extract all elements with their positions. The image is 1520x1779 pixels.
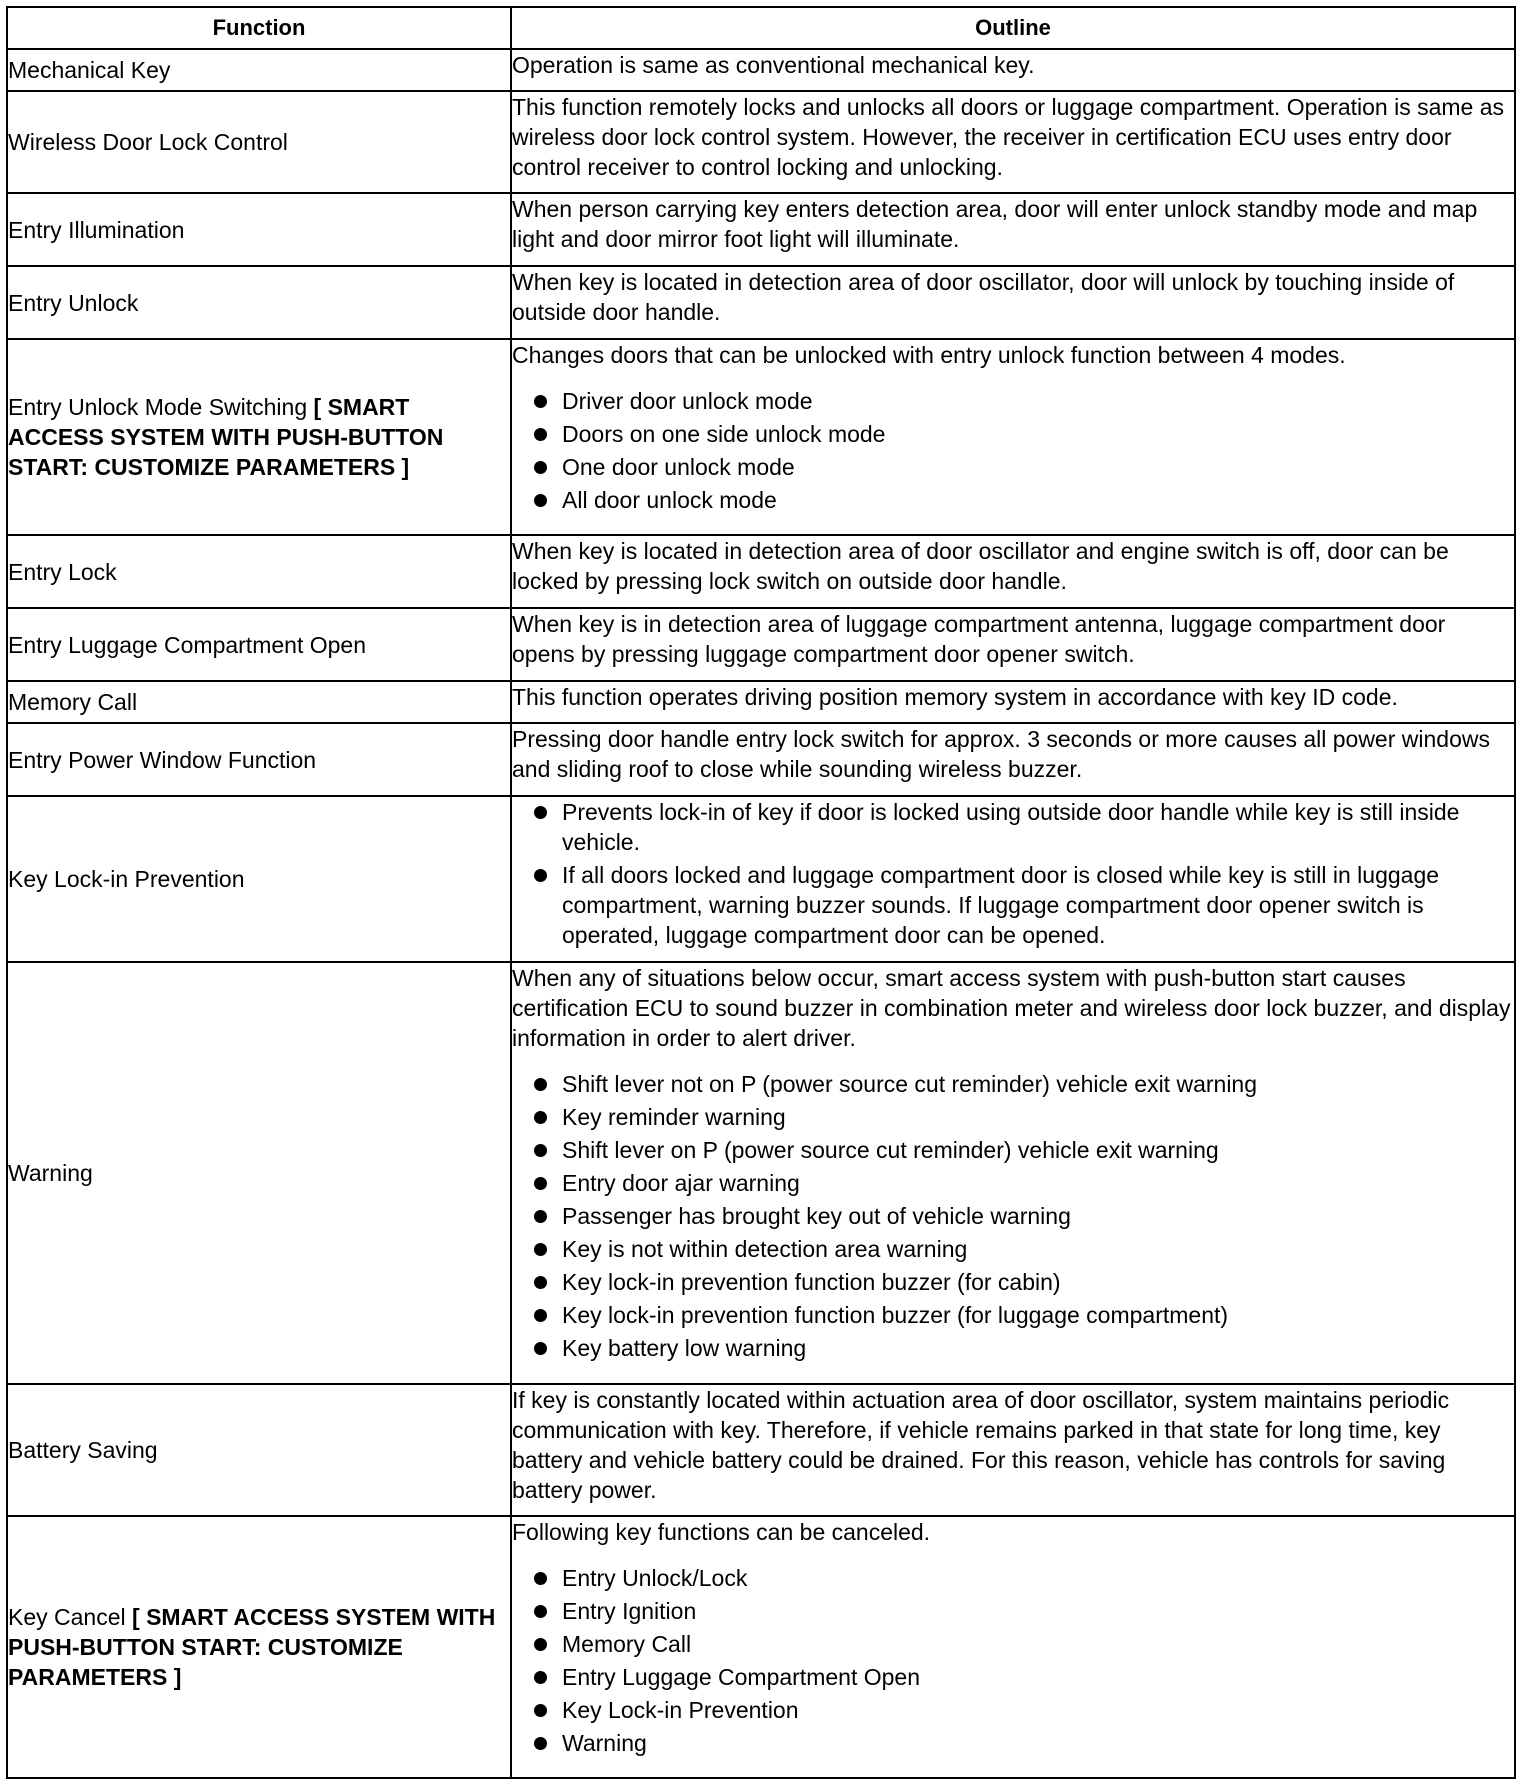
outline-text: Changes doors that can be unlocked with entry unlock function between 4 modes. bbox=[512, 342, 1346, 368]
bullet-icon bbox=[534, 1605, 547, 1618]
list-item-text: Key reminder warning bbox=[562, 1104, 786, 1130]
outline-text: This function operates driving position memory system in accordance with key ID code. bbox=[512, 684, 1398, 710]
function-label: Entry Power Window Function bbox=[8, 746, 317, 773]
function-label: Entry Luggage Compartment Open bbox=[8, 631, 366, 658]
table-row bbox=[7, 49, 1515, 91]
function-cell bbox=[7, 266, 511, 339]
list-item-text: Entry Ignition bbox=[562, 1598, 697, 1624]
bullet-icon bbox=[534, 461, 547, 474]
outline-cell bbox=[511, 49, 1515, 91]
outline-text: Following key functions can be canceled. bbox=[512, 1519, 931, 1545]
outline-cell bbox=[511, 723, 1515, 796]
function-cell bbox=[7, 49, 511, 91]
table-row bbox=[7, 535, 1515, 608]
table-row bbox=[7, 962, 1515, 1384]
list-item bbox=[512, 485, 1514, 515]
table-row bbox=[7, 796, 1515, 962]
outline-text: If key is constantly located within actuation area of door oscillator, system maintains periodic communication with key. Therefore, if vehicle remains parked in that state for long time, key battery and vehicle battery could be drained. For this reason, vehicle has controls for saving battery power. bbox=[512, 1387, 1450, 1503]
bullet-icon bbox=[534, 1177, 547, 1190]
list-item-text: Key is not within detection area warning bbox=[562, 1236, 968, 1262]
customize-parameters-link[interactable]: [ SMART ACCESS SYSTEM WITH PUSH-BUTTON START: CUSTOMIZE PARAMETERS ] bbox=[8, 1604, 496, 1690]
header-row bbox=[7, 7, 1515, 49]
list-item bbox=[512, 1135, 1514, 1165]
outline-text: When any of situations below occur, smart access system with push-button start causes certification ECU to sound buzzer in combination meter and wireless door lock buzzer, and display information in order to alert driver. bbox=[512, 965, 1511, 1051]
bullet-icon bbox=[534, 1309, 547, 1322]
bullet-list bbox=[512, 1069, 1514, 1363]
list-item-text: Entry Luggage Compartment Open bbox=[562, 1664, 920, 1690]
table-row bbox=[7, 608, 1515, 681]
outline-cell bbox=[511, 681, 1515, 723]
function-label: Warning bbox=[8, 1160, 93, 1186]
bullet-icon bbox=[534, 1671, 547, 1684]
table-row bbox=[7, 339, 1515, 535]
list-item bbox=[512, 1069, 1514, 1099]
list-item bbox=[512, 1695, 1514, 1725]
bullet-icon bbox=[534, 1144, 547, 1157]
list-item bbox=[512, 1563, 1514, 1593]
list-item-text: Warning bbox=[562, 1730, 647, 1756]
outline-text: When key is located in detection area of door oscillator and engine switch is off, door can be locked by pressing lock switch on outside door handle. bbox=[512, 538, 1449, 594]
list-item bbox=[512, 386, 1514, 416]
table-row bbox=[7, 193, 1515, 266]
function-label: Memory Call bbox=[8, 689, 138, 715]
outline-cell bbox=[511, 266, 1515, 339]
bullet-icon bbox=[534, 395, 547, 408]
table-row bbox=[7, 1516, 1515, 1778]
function-label: Entry Unlock bbox=[8, 289, 139, 316]
bullet-icon bbox=[534, 1276, 547, 1289]
list-item bbox=[512, 1168, 1514, 1198]
outline-cell bbox=[511, 1516, 1515, 1778]
function-cell bbox=[7, 608, 511, 681]
function-cell bbox=[7, 796, 511, 962]
list-item-text: Doors on one side unlock mode bbox=[562, 421, 886, 447]
list-item-text: Passenger has brought key out of vehicle warning bbox=[562, 1203, 1071, 1229]
outline-cell bbox=[511, 535, 1515, 608]
list-item-text: Key lock-in prevention function buzzer (for luggage compartment) bbox=[562, 1302, 1229, 1328]
bullet-list bbox=[512, 797, 1514, 950]
list-item-text: All door unlock mode bbox=[562, 487, 777, 513]
function-cell bbox=[7, 1384, 511, 1516]
function-cell bbox=[7, 681, 511, 723]
bullet-icon bbox=[534, 1638, 547, 1651]
list-item bbox=[512, 1234, 1514, 1264]
customize-parameters-link[interactable]: [ SMART ACCESS SYSTEM WITH PUSH-BUTTON START: CUSTOMIZE PARAMETERS ] bbox=[8, 394, 444, 480]
function-label: Mechanical Key bbox=[8, 57, 171, 83]
bullet-list bbox=[512, 1563, 1514, 1758]
list-item bbox=[512, 1596, 1514, 1626]
list-item-text: Prevents lock-in of key if door is locked using outside door handle while key is still inside vehicle. bbox=[562, 799, 1460, 855]
table-row bbox=[7, 91, 1515, 193]
bullet-icon bbox=[534, 428, 547, 441]
bullet-icon bbox=[534, 1704, 547, 1717]
list-item-text: Entry door ajar warning bbox=[562, 1170, 800, 1196]
function-label: Key Lock-in Prevention bbox=[8, 866, 245, 892]
list-item-text: Shift lever on P (power source cut reminder) vehicle exit warning bbox=[562, 1137, 1219, 1163]
outline-cell bbox=[511, 193, 1515, 266]
outline-cell bbox=[511, 796, 1515, 962]
list-item-text: Memory Call bbox=[562, 1631, 692, 1657]
table-row bbox=[7, 681, 1515, 723]
list-item bbox=[512, 419, 1514, 449]
outline-cell bbox=[511, 339, 1515, 535]
function-label: Key Cancel bbox=[8, 1604, 133, 1630]
list-item-text: Entry Unlock/Lock bbox=[562, 1565, 748, 1591]
outline-cell bbox=[511, 608, 1515, 681]
function-cell bbox=[7, 339, 511, 535]
function-cell bbox=[7, 962, 511, 1384]
list-item bbox=[512, 452, 1514, 482]
bullet-icon bbox=[534, 1243, 547, 1256]
list-item bbox=[512, 797, 1514, 857]
outline-cell bbox=[511, 1384, 1515, 1516]
bullet-icon bbox=[534, 1210, 547, 1223]
bullet-icon bbox=[534, 869, 547, 882]
outline-text: When person carrying key enters detection area, door will enter unlock standby mode and map light and door mirror foot light will illuminate. bbox=[512, 196, 1478, 252]
outline-text: When key is in detection area of luggage compartment antenna, luggage compartment door opens by pressing luggage compartment door opener switch. bbox=[512, 611, 1446, 667]
function-outline-table bbox=[6, 6, 1516, 1779]
list-item bbox=[512, 1300, 1514, 1330]
bullet-icon bbox=[534, 1111, 547, 1124]
bullet-list bbox=[512, 386, 1514, 515]
list-item-text: If all doors locked and luggage compartment door is closed while key is still in luggage compartment, warning buzzer sounds. If luggage compartment door opener switch is operated, luggage compartment door can be opened. bbox=[562, 862, 1440, 948]
function-cell bbox=[7, 193, 511, 266]
header-outline: Outline bbox=[511, 7, 1515, 49]
bullet-icon bbox=[534, 806, 547, 819]
list-item bbox=[512, 1102, 1514, 1132]
list-item-text: Key Lock-in Prevention bbox=[562, 1697, 799, 1723]
function-label: Wireless Door Lock Control bbox=[8, 129, 288, 155]
list-item-text: Key battery low warning bbox=[562, 1335, 807, 1361]
table-row bbox=[7, 1384, 1515, 1516]
outline-text: When key is located in detection area of door oscillator, door will unlock by touching inside of outside door handle. bbox=[512, 269, 1455, 325]
list-item-text: Driver door unlock mode bbox=[562, 388, 813, 414]
bullet-icon bbox=[534, 1342, 547, 1355]
bullet-icon bbox=[534, 1078, 547, 1091]
list-item-text: Key lock-in prevention function buzzer (for cabin) bbox=[562, 1269, 1061, 1295]
function-cell bbox=[7, 1516, 511, 1778]
header-function: Function bbox=[7, 7, 511, 49]
list-item bbox=[512, 1201, 1514, 1231]
list-item bbox=[512, 1728, 1514, 1758]
function-label: Entry Unlock Mode Switching bbox=[8, 394, 314, 420]
outline-text: Operation is same as conventional mechanical key. bbox=[512, 52, 1035, 78]
outline-text: Pressing door handle entry lock switch for approx. 3 seconds or more causes all power windows and sliding roof to close while sounding wireless buzzer. bbox=[512, 726, 1490, 782]
function-label: Entry Illumination bbox=[8, 216, 185, 243]
list-item-text: Shift lever not on P (power source cut reminder) vehicle exit warning bbox=[562, 1071, 1258, 1097]
bullet-icon bbox=[534, 1737, 547, 1750]
list-item bbox=[512, 1333, 1514, 1363]
bullet-icon bbox=[534, 1572, 547, 1585]
function-cell bbox=[7, 91, 511, 193]
table-row bbox=[7, 266, 1515, 339]
table-row bbox=[7, 723, 1515, 796]
outline-cell bbox=[511, 91, 1515, 193]
function-cell bbox=[7, 723, 511, 796]
list-item bbox=[512, 1662, 1514, 1692]
function-cell bbox=[7, 535, 511, 608]
outline-cell bbox=[511, 962, 1515, 1384]
function-label: Entry Lock bbox=[8, 558, 117, 585]
list-item bbox=[512, 860, 1514, 950]
bullet-icon bbox=[534, 494, 547, 507]
outline-text: This function remotely locks and unlocks all doors or luggage compartment. Operation is same as wireless door lock control system. However, the receiver in certification ECU uses entry door control receiver to control locking and unlocking. bbox=[512, 94, 1505, 180]
list-item-text: One door unlock mode bbox=[562, 454, 795, 480]
list-item bbox=[512, 1267, 1514, 1297]
list-item bbox=[512, 1629, 1514, 1659]
function-label: Battery Saving bbox=[8, 1437, 158, 1463]
